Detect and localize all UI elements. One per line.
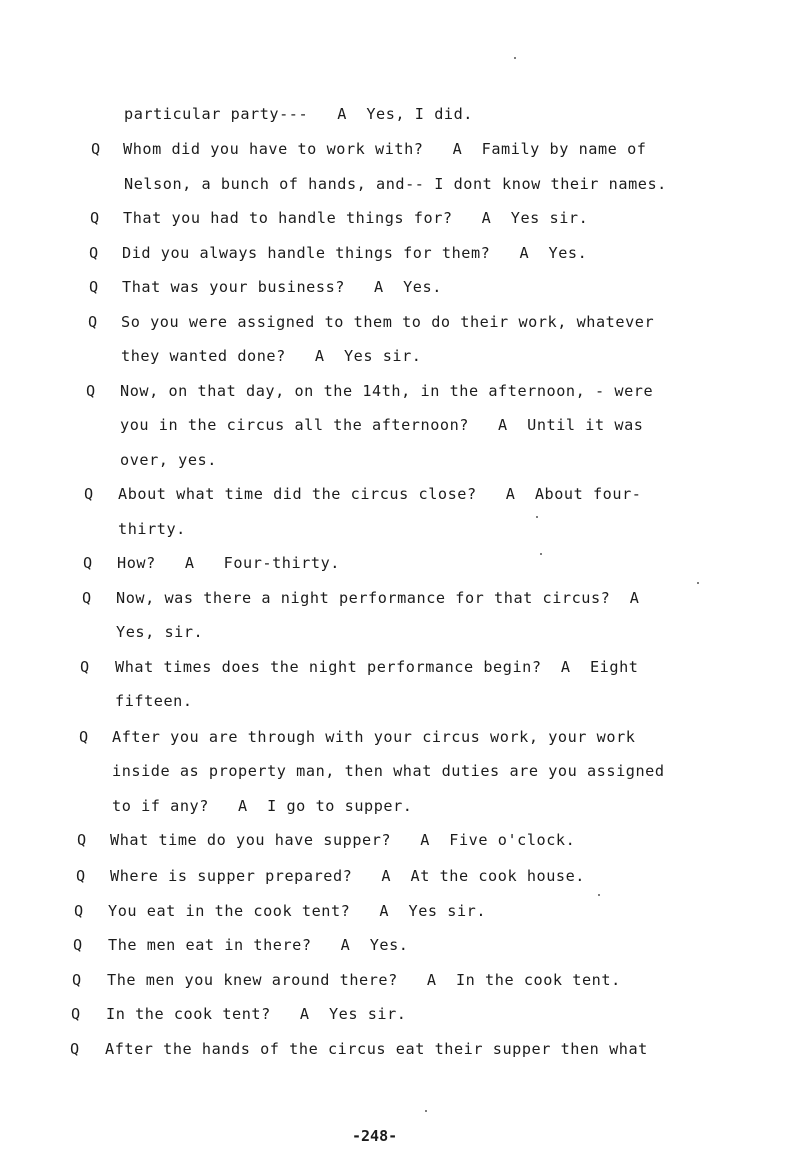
- transcript-line: thirty.: [118, 520, 186, 538]
- transcript-line: So you were assigned to them to do their work, whatever: [121, 313, 655, 331]
- question-marker: Q: [88, 313, 98, 331]
- scan-speck: [514, 57, 516, 59]
- transcript-line: Where is supper prepared? A At the cook house.: [110, 867, 585, 885]
- transcript-line: About what time did the circus close? A About four-: [118, 485, 642, 503]
- transcript-line: How? A Four-thirty.: [117, 554, 340, 572]
- transcript-line: Did you always handle things for them? A Yes.: [122, 244, 588, 262]
- transcript-line: Whom did you have to work with? A Family by name of: [123, 140, 647, 158]
- transcript-line: fifteen.: [115, 692, 193, 710]
- transcript-line: The men eat in there? A Yes.: [108, 936, 409, 954]
- question-marker: Q: [76, 867, 86, 885]
- transcript-line: In the cook tent? A Yes sir.: [106, 1005, 407, 1023]
- question-marker: Q: [74, 902, 84, 920]
- question-marker: Q: [84, 485, 94, 503]
- scan-speck: [425, 1110, 427, 1112]
- question-marker: Q: [77, 831, 87, 849]
- question-marker: Q: [82, 589, 92, 607]
- question-marker: Q: [70, 1040, 80, 1058]
- page-number: -248-: [352, 1127, 398, 1145]
- question-marker: Q: [86, 382, 96, 400]
- transcript-line: The men you knew around there? A In the cook tent.: [107, 971, 621, 989]
- question-marker: Q: [79, 728, 89, 746]
- question-marker: Q: [89, 244, 99, 262]
- question-marker: Q: [71, 1005, 81, 1023]
- transcript-line: inside as property man, then what duties are you assigned: [112, 762, 665, 780]
- transcript-line: over, yes.: [120, 451, 217, 469]
- transcript-line: they wanted done? A Yes sir.: [121, 347, 422, 365]
- scan-speck: [598, 894, 600, 896]
- scan-speck: [536, 516, 538, 518]
- scan-speck: [540, 553, 542, 555]
- transcript-line: What time do you have supper? A Five o'clock.: [110, 831, 576, 849]
- transcript-line: Now, on that day, on the 14th, in the afternoon, - were: [120, 382, 654, 400]
- question-marker: Q: [72, 971, 82, 989]
- transcript-line: particular party--- A Yes, I did.: [124, 105, 473, 123]
- question-marker: Q: [90, 209, 100, 227]
- transcript-line: to if any? A I go to supper.: [112, 797, 413, 815]
- question-marker: Q: [73, 936, 83, 954]
- question-marker: Q: [91, 140, 101, 158]
- transcript-line: Yes, sir.: [116, 623, 204, 641]
- transcript-line: Now, was there a night performance for that circus? A: [116, 589, 640, 607]
- transcript-line: That was your business? A Yes.: [122, 278, 442, 296]
- transcript-line: That you had to handle things for? A Yes sir.: [123, 209, 589, 227]
- question-marker: Q: [83, 554, 93, 572]
- transcript-line: What times does the night performance begin? A Eight: [115, 658, 639, 676]
- question-marker: Q: [89, 278, 99, 296]
- transcript-line: you in the circus all the afternoon? A Until it was: [120, 416, 644, 434]
- scan-speck: [697, 582, 699, 584]
- transcript-line: You eat in the cook tent? A Yes sir.: [108, 902, 487, 920]
- question-marker: Q: [80, 658, 90, 676]
- transcript-line: After the hands of the circus eat their supper then what: [105, 1040, 648, 1058]
- transcript-line: After you are through with your circus work, your work: [112, 728, 636, 746]
- transcript-line: Nelson, a bunch of hands, and-- I dont know their names.: [124, 175, 667, 193]
